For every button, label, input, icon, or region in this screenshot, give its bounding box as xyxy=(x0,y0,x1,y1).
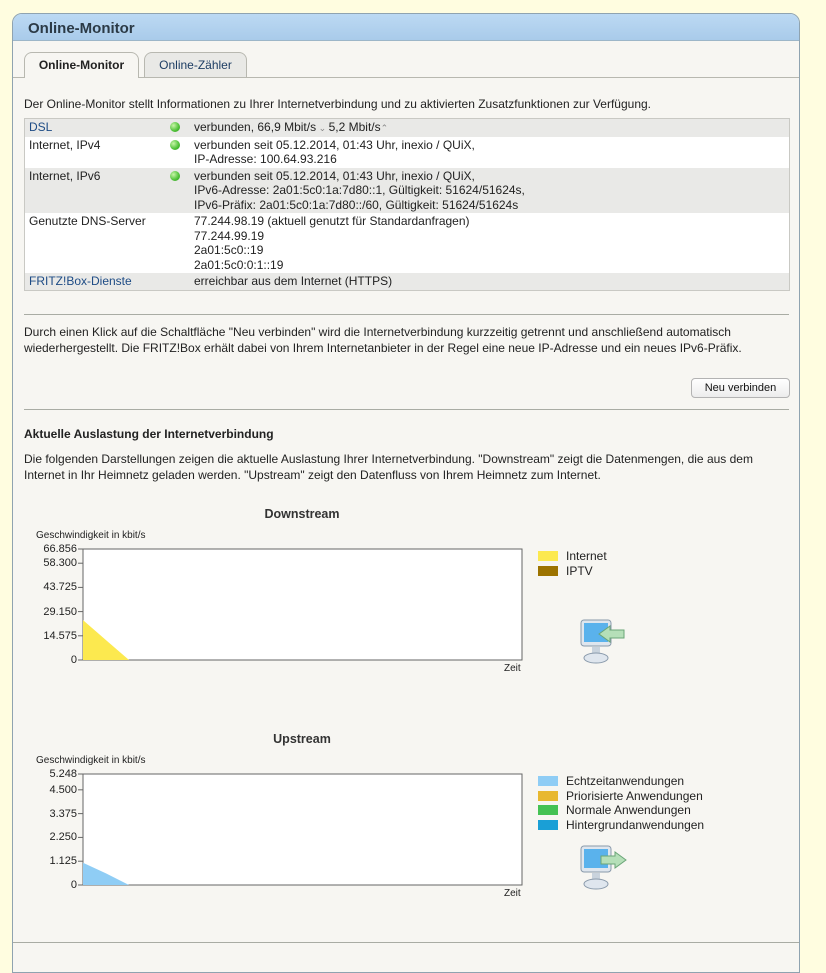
dsl-link[interactable]: DSL xyxy=(29,120,53,134)
reconnect-button[interactable]: Neu verbinden xyxy=(691,378,790,398)
legend-swatch xyxy=(538,805,558,815)
y-tick-label: 2.250 xyxy=(49,831,77,844)
legend-swatch xyxy=(538,776,558,786)
divider xyxy=(13,942,799,943)
tab-online-zaehler[interactable]: Online-Zähler xyxy=(144,52,247,77)
intro-text: Der Online-Monitor stellt Informationen zu Ihrer Internetverbindung und zu aktivierten Zusatzfunktionen zur Verfügung. xyxy=(24,97,652,111)
row-label: Genutzte DNS-Server xyxy=(29,214,146,228)
y-tick-label: 43.725 xyxy=(43,581,77,594)
legend-label: Internet xyxy=(566,549,607,564)
dsl-upstream: 5,2 Mbit/s xyxy=(328,120,381,134)
upstream-xlabel: Zeit xyxy=(504,888,521,899)
y-tick-label: 0 xyxy=(70,654,77,666)
legend-label: IPTV xyxy=(566,563,593,578)
fritzbox-services-link[interactable]: FRITZ!Box-Dienste xyxy=(29,274,132,288)
legend-swatch xyxy=(538,791,558,801)
row-value-line: IPv6-Adresse: 2a01:5c0:1a:7d80::1, Gültigkeit: 51624/51624s, xyxy=(194,183,525,197)
y-tick-label: 14.575 xyxy=(43,629,77,642)
y-tick-label: 58.300 xyxy=(43,557,77,570)
row-value-line: 2a01:5c0:0:1::19 xyxy=(194,257,284,272)
online-monitor-panel xyxy=(12,13,800,973)
legend-item xyxy=(538,774,704,789)
y-tick-label: 5.248 xyxy=(49,768,77,780)
legend-item xyxy=(538,789,704,804)
downstream-ylabel: Geschwindigkeit in kbit/s xyxy=(36,530,146,541)
load-text: Die folgenden Darstellungen zeigen die aktuelle Auslastung Ihrer Internetverbindung. "Downstream" zeigt die Datenmengen, die aus dem Internet in Ihr Heimnetz geladen werden. "Upstream" zeigt den Datenfluss von Ihrem Heimnetz zum Internet. xyxy=(24,452,753,482)
downstream-title: Downstream xyxy=(264,507,340,521)
legend-label: Normale Anwendungen xyxy=(566,803,691,818)
y-tick-label: 66.856 xyxy=(43,543,77,555)
y-tick-label: 0 xyxy=(70,879,77,891)
y-tick-label: 3.375 xyxy=(49,807,77,820)
row-value-line: 77.244.99.19 xyxy=(194,228,265,243)
tab-online-monitor[interactable]: Online-Monitor xyxy=(24,52,139,78)
row-value-line: verbunden seit 05.12.2014, 01:43 Uhr, inexio / QUiX, xyxy=(194,168,475,183)
row-label: Internet, IPv6 xyxy=(29,168,101,183)
upstream-title: Upstream xyxy=(273,732,331,746)
row-label: Internet, IPv4 xyxy=(29,137,101,152)
legend-label: Echtzeitanwendungen xyxy=(566,774,685,789)
y-tick-label: 4.500 xyxy=(49,783,77,796)
upstream-ylabel: Geschwindigkeit in kbit/s xyxy=(36,755,146,766)
legend-item xyxy=(538,803,704,818)
legend-swatch xyxy=(538,820,558,830)
load-heading: Aktuelle Auslastung der Internetverbindung xyxy=(24,427,274,441)
row-value-line: IPv6-Präfix: 2a01:5c0:1a:7d80::/60, Gültigkeit: 51624/51624s xyxy=(194,197,519,212)
chevron-up-icon: ⌃ xyxy=(380,123,389,133)
computer-upload-icon xyxy=(579,844,629,894)
panel-title: Online-Monitor xyxy=(28,20,135,37)
row-value-line: 77.244.98.19 (aktuell genutzt für Standardanfragen) xyxy=(194,214,470,228)
upstream-legend xyxy=(538,774,704,832)
row-value-line: erreichbar aus dem Internet (HTTPS) xyxy=(194,274,393,288)
row-value-line: IP-Adresse: 100.64.93.216 xyxy=(194,152,337,166)
row-value-line: 2a01:5c0::19 xyxy=(194,243,264,257)
plot-area xyxy=(83,774,522,885)
y-tick-label: 29.150 xyxy=(43,605,77,618)
dsl-downstream: verbunden, 66,9 Mbit/s xyxy=(194,120,317,134)
chevron-down-icon: ⌄ xyxy=(316,123,329,133)
legend-item xyxy=(538,818,704,833)
reconnect-text: Durch einen Klick auf die Schaltfläche "Neu verbinden" wird die Internetverbindung kurzzeitig getrennt und anschließend automatisch wiederhergestellt. Die FRITZ!Box erhält dabei von Ihrem Internetanbieter in der Regel eine neue IP-Adresse und ein neues IPv6-Präfix. xyxy=(24,325,742,355)
legend-label: Hintergrundanwendungen xyxy=(566,817,705,832)
legend-label: Priorisierte Anwendungen xyxy=(566,788,703,803)
row-value-line: verbunden seit 05.12.2014, 01:43 Uhr, inexio / QUiX, xyxy=(194,137,475,152)
downstream-xlabel: Zeit xyxy=(504,663,521,674)
y-tick-label: 1.125 xyxy=(49,855,77,868)
